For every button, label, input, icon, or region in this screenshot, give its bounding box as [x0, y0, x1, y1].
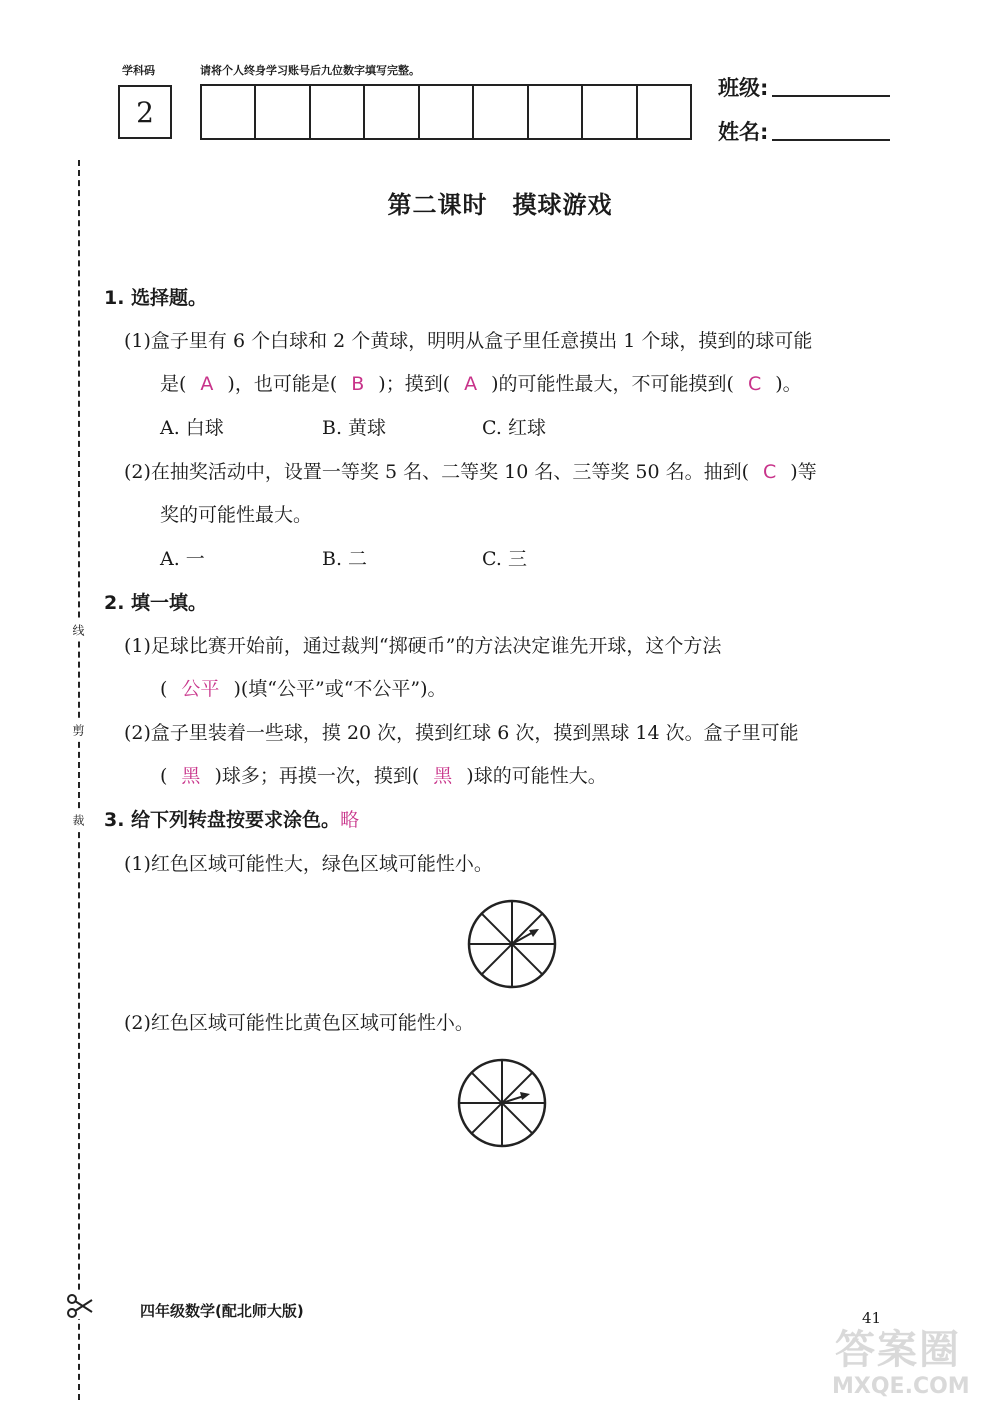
- q3-heading: 3. 给下列转盘按要求涂色。: [104, 809, 341, 831]
- digit-cell[interactable]: [529, 86, 583, 138]
- digit-cell[interactable]: [256, 86, 310, 138]
- cut-mark-cai: 裁: [70, 810, 87, 830]
- digit-cell[interactable]: [420, 86, 474, 138]
- q2-p2-line2: [160, 764, 607, 788]
- answer: 黑: [433, 765, 453, 787]
- q2-heading: 2. 填一填。: [104, 592, 208, 614]
- q1-p1-line1: (1)盒子里有 6 个白球和 2 个黄球，明明从盒子里任意摸出 1 个球，摸到的球可能: [124, 330, 813, 352]
- text: )，也可能是(: [227, 373, 338, 395]
- answer: A: [200, 373, 214, 395]
- spinner-2[interactable]: [455, 1056, 549, 1150]
- text: (2)在抽奖活动中，设置一等奖 5 名、二等奖 10 名、三等奖 50 名。抽到(: [124, 461, 750, 483]
- text: )等: [790, 461, 817, 483]
- q2-p1-line2: [160, 677, 447, 701]
- watermark-logo: 答案圈: [835, 1327, 961, 1373]
- scissors-icon: [64, 1293, 94, 1319]
- answer: A: [464, 373, 478, 395]
- q3-heading-row: [104, 808, 359, 832]
- name-field[interactable]: [718, 116, 890, 146]
- q3-p2: (2)红色区域可能性比黄色区域可能性小。: [124, 1012, 474, 1034]
- text: (: [160, 678, 168, 700]
- page-title: 第二课时 摸球游戏: [387, 191, 613, 219]
- q1-p2-option-a: A. 一: [160, 548, 205, 570]
- q1-p2-line1: [124, 460, 817, 484]
- text: )(填“公平”或“不公平”)。: [233, 678, 447, 700]
- cut-mark-jian: 剪: [70, 720, 87, 740]
- text: )。: [775, 373, 802, 395]
- cut-mark-xian: 线: [70, 620, 87, 640]
- q2-p1-line1: (1)足球比赛开始前，通过裁判“掷硬币”的方法决定谁先开球，这个方法: [124, 635, 722, 657]
- digit-cell[interactable]: [202, 86, 256, 138]
- text: )球的可能性大。: [466, 765, 607, 787]
- class-label: 班级:: [718, 76, 769, 100]
- digit-cell[interactable]: [365, 86, 419, 138]
- q1-p1-option-c: C. 红球: [482, 417, 546, 439]
- text: )的可能性最大，不可能摸到(: [491, 373, 734, 395]
- q1-p1-option-a: A. 白球: [160, 417, 224, 439]
- spinner-1[interactable]: [465, 897, 559, 991]
- digit-cell[interactable]: [474, 86, 528, 138]
- q1-p1-option-b: B. 黄球: [322, 417, 387, 439]
- subject-code-label: 学科码: [122, 64, 155, 77]
- digit-cell[interactable]: [583, 86, 637, 138]
- cut-line: [78, 160, 80, 1400]
- q1-p2-option-c: C. 三: [482, 548, 527, 570]
- q3-p1: (1)红色区域可能性大，绿色区域可能性小。: [124, 853, 493, 875]
- account-instruction: 请将个人终身学习账号后九位数字填写完整。: [200, 64, 420, 77]
- text: )；摸到(: [378, 373, 451, 395]
- class-line[interactable]: [772, 95, 890, 97]
- q1-p2-line2: 奖的可能性最大。: [160, 504, 313, 526]
- q1-p2-option-b: B. 二: [322, 548, 368, 570]
- subject-code-box: 2: [118, 85, 172, 139]
- answer: 黑: [181, 765, 201, 787]
- account-digit-boxes[interactable]: [200, 84, 692, 140]
- book-title: 四年级数学(配北师大版): [140, 1302, 304, 1320]
- watermark-url: MXQE.COM: [832, 1374, 970, 1399]
- q3-answer: 略: [340, 809, 360, 831]
- answer: C: [747, 373, 762, 395]
- digit-cell[interactable]: [638, 86, 690, 138]
- name-label: 姓名:: [718, 120, 769, 144]
- q1-heading: 1. 选择题。: [104, 287, 208, 309]
- text: (: [160, 765, 168, 787]
- answer: B: [351, 373, 365, 395]
- class-field[interactable]: [718, 72, 890, 102]
- page-number: 41: [862, 1309, 882, 1327]
- q1-p1-line2: [160, 372, 802, 396]
- q2-p2-line1: (2)盒子里装着一些球，摸 20 次，摸到红球 6 次，摸到黑球 14 次。盒子里可能: [124, 722, 799, 744]
- digit-cell[interactable]: [311, 86, 365, 138]
- text: 是(: [160, 373, 187, 395]
- text: )球多；再摸一次，摸到(: [214, 765, 420, 787]
- answer: C: [763, 461, 777, 483]
- answer: 公平: [181, 678, 220, 700]
- name-line[interactable]: [772, 139, 890, 141]
